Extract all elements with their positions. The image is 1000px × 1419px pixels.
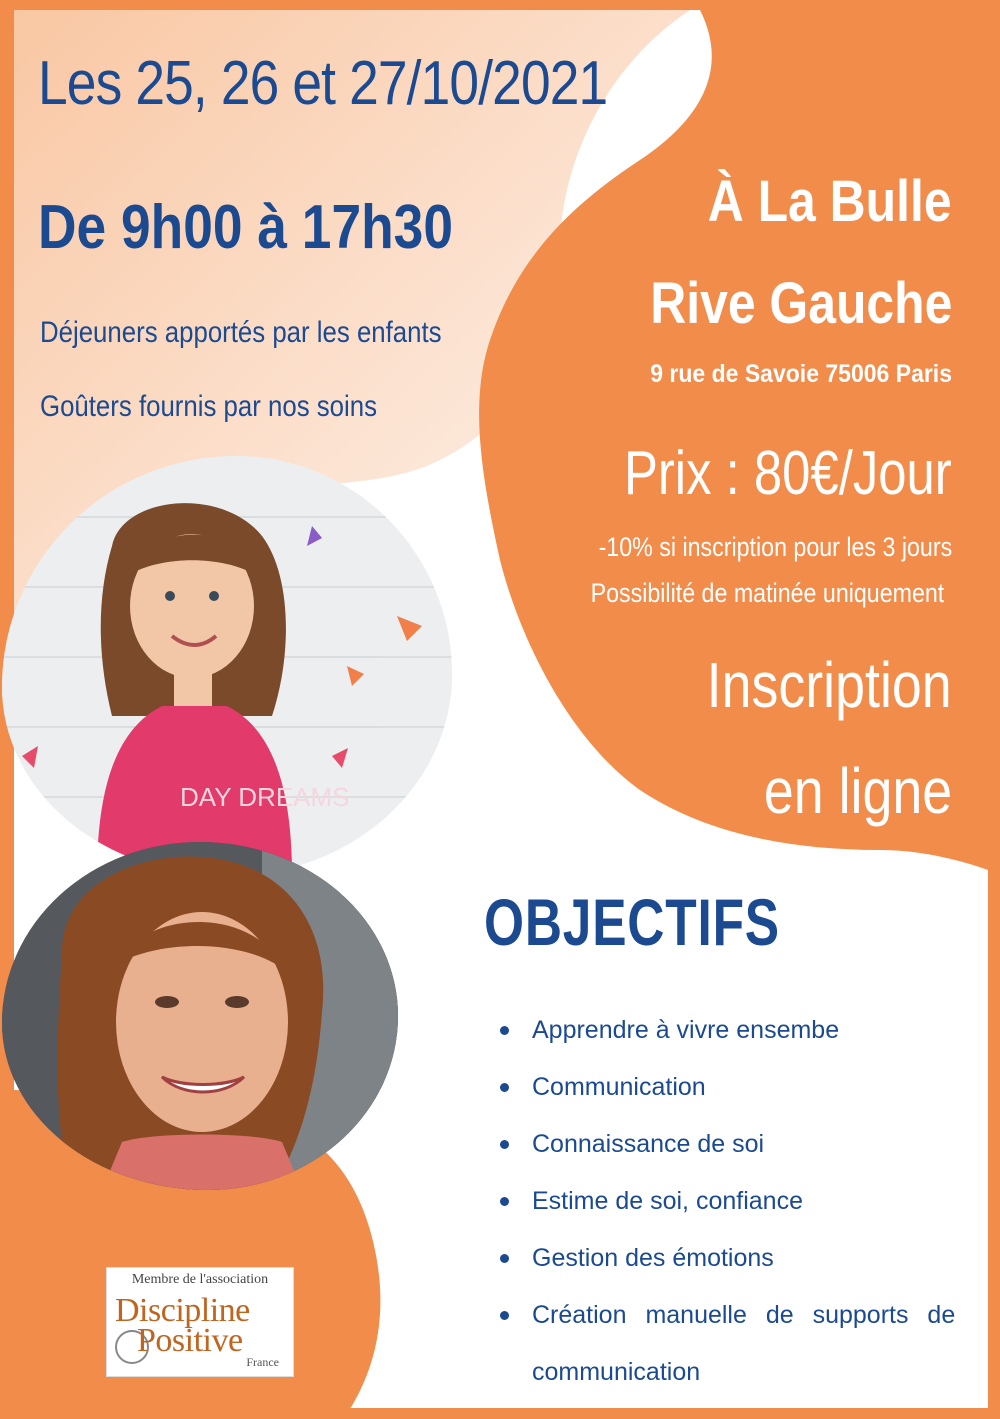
- lunch-note: Déjeuners apportés par les enfants: [40, 316, 442, 349]
- snack-note: Goûters fournis par nos soins: [40, 390, 378, 423]
- bullet-icon: [500, 1083, 509, 1092]
- venue-name-line2: Rive Gauche: [649, 271, 952, 336]
- objectives-title: OBJECTIFS: [484, 885, 780, 959]
- list-item: Création manuelle de supports de communication: [490, 1287, 960, 1401]
- logo-country: France: [246, 1355, 279, 1369]
- bullet-icon: [500, 1311, 509, 1320]
- bullet-icon: [500, 1254, 509, 1263]
- registration-line2[interactable]: en ligne: [763, 755, 952, 827]
- objectives-list: [490, 1002, 960, 1401]
- list-item: Estime de soi, confiance: [490, 1173, 960, 1230]
- registration-line1[interactable]: Inscription: [706, 649, 952, 721]
- price: Prix : 80€/Jour: [624, 439, 952, 508]
- logo-caption: Membre de l'association: [131, 1272, 269, 1287]
- bullet-icon: [500, 1026, 509, 1035]
- list-item: Connaissance de soi: [490, 1116, 960, 1173]
- event-hours: De 9h00 à 17h30: [38, 193, 453, 262]
- bullet-icon: [500, 1197, 509, 1206]
- list-item: Gestion des émotions: [490, 1230, 960, 1287]
- event-dates: Les 25, 26 et 27/10/2021: [38, 49, 608, 118]
- venue-name-line1: À La Bulle: [708, 169, 952, 234]
- list-item: Communication: [490, 1059, 960, 1116]
- list-item: Apprendre à vivre ensembe: [490, 1002, 960, 1059]
- bullet-icon: [500, 1140, 509, 1149]
- discount-note: -10% si inscription pour les 3 jours: [598, 532, 952, 562]
- morning-option-note: Possibilité de matinée uniquement: [590, 578, 944, 608]
- shirt-text: DAY DREAMS: [180, 782, 350, 812]
- venue-address: 9 rue de Savoie 75006 Paris: [650, 360, 952, 388]
- logo-word-discipline: Discipline: [115, 1292, 250, 1329]
- logo-word-positive: Positive: [137, 1322, 243, 1359]
- association-logo: [106, 1267, 294, 1377]
- woman-photo: [2, 842, 398, 1190]
